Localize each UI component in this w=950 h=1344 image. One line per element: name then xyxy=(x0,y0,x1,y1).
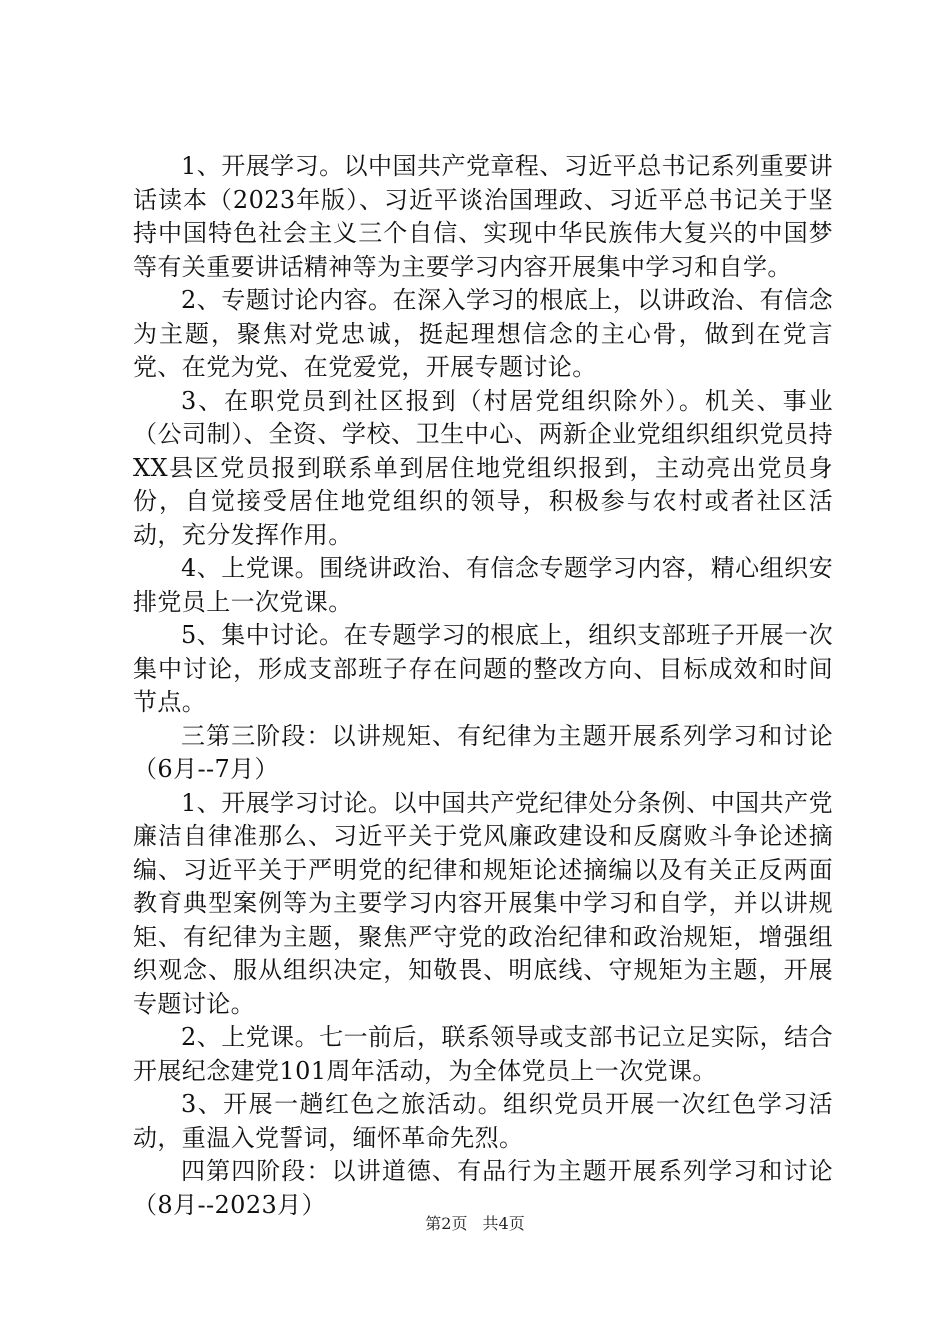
paragraph-group-discussion: 5、集中讨论。在专题学习的根底上，组织支部班子开展一次集中讨论，形成支部班子存在问题的整改方向、目标成效和时间节点。 xyxy=(133,621,833,716)
page-total: 共4页 xyxy=(482,1214,525,1233)
section-heading-stage-three: 三第三阶段：以讲规矩、有纪律为主题开展系列学习和讨论（6月--7月） xyxy=(133,721,833,783)
paragraph-red-tour: 3、开展一趟红色之旅活动。组织党员开展一次红色学习活动，重温入党誓词，缅怀革命先烈。 xyxy=(133,1090,833,1152)
section-heading-stage-four: 四第四阶段：以讲道德、有品行为主题开展系列学习和讨论（8月--2023月） xyxy=(133,1157,833,1219)
paragraph-study: 1、开展学习。以中国共产党章程、习近平总书记系列重要讲话读本（2023年版）、习近平谈治国理政、习近平总书记关于坚持中国特色社会主义三个自信、实现中华民族伟大复兴的中国梦等有关重要讲话精神等为主要学习内容开展集中学习和自学。 xyxy=(133,152,833,281)
paragraph-topic-discussion: 2、专题讨论内容。在深入学习的根底上，以讲政治、有信念为主题，聚焦对党忠诚，挺起理想信念的主心骨，做到在党言党、在党为党、在党爱党，开展专题讨论。 xyxy=(133,286,833,381)
page-footer xyxy=(0,1214,950,1234)
paragraph-party-lecture-july: 2、上党课。七一前后，联系领导或支部书记立足实际，结合开展纪念建党101周年活动，为全体党员上一次党课。 xyxy=(133,1023,833,1085)
document-body xyxy=(133,150,833,1222)
paragraph-community-registration: 3、在职党员到社区报到（村居党组织除外）。机关、事业（公司制）、全资、学校、卫生中心、两新企业党组织组织党员持XX县区党员报到联系单到居住地党组织报到，主动亮出党员身份，自觉接受居住地党组织的领导，积极参与农村或者社区活动，充分发挥作用。 xyxy=(133,386,833,549)
page-number: 第2页 xyxy=(425,1214,468,1233)
paragraph-study-discussion: 1、开展学习讨论。以中国共产党纪律处分条例、中国共产党廉洁自律准那么、习近平关于党风廉政建设和反腐败斗争论述摘编、习近平关于严明党的纪律和规矩论述摘编以及有关正反两面教育典型案例等为主要学习内容开展集中学习和自学，并以讲规矩、有纪律为主题，聚焦严守党的政治纪律和政治规矩，增强组织观念、服从组织决定，知敬畏、明底线、守规矩为主题，开展专题讨论。 xyxy=(133,788,833,1018)
paragraph-party-lecture: 4、上党课。围绕讲政治、有信念专题学习内容，精心组织安排党员上一次党课。 xyxy=(133,554,833,616)
